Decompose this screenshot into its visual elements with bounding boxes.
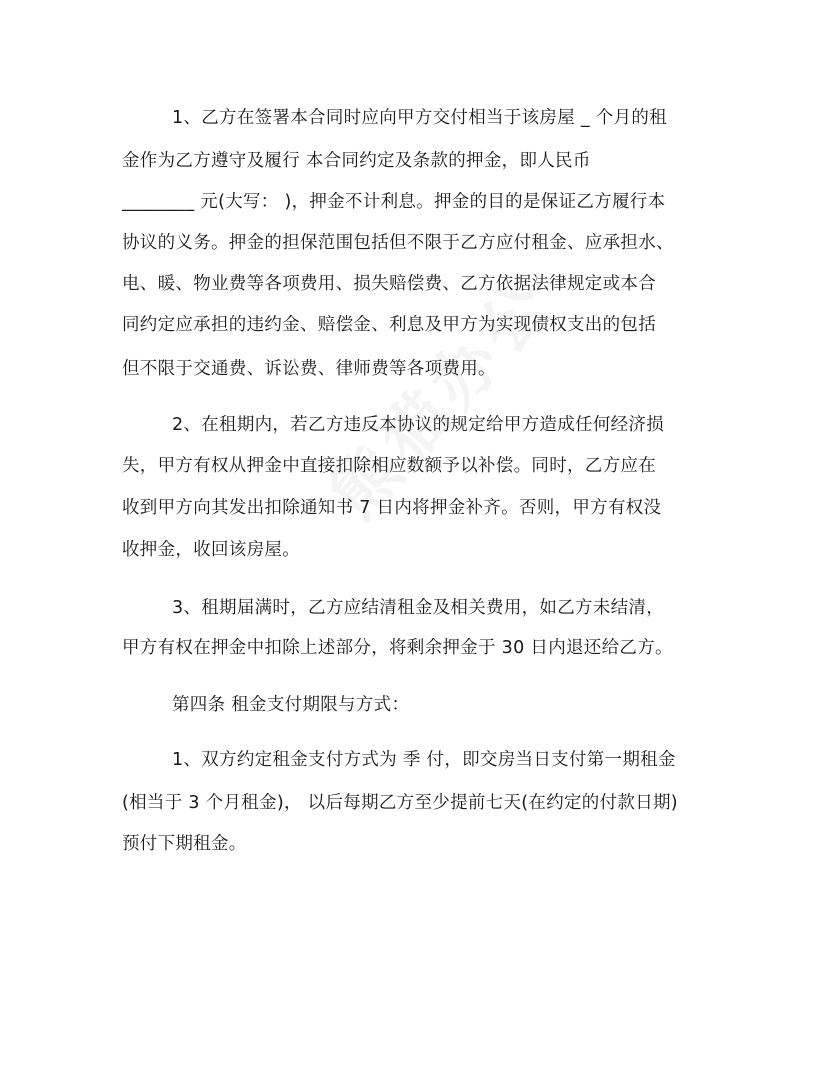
paragraph-line: 失，甲方有权从押金中直接扣除相应数额予以补偿。同时，乙方应在 <box>122 456 656 476</box>
paragraph-line: 预付下期租金。 <box>122 834 247 854</box>
paragraph-line: 收到甲方向其发出扣除通知书 7 日内将押金补齐。否则，甲方有权没 <box>122 498 662 518</box>
paragraph-line: 收押金，收回该房屋。 <box>122 540 300 560</box>
paragraph-line: 1、双方约定租金支付方式为 季 付，即交房当日支付第一期租金 <box>172 750 676 770</box>
paragraph-line: 电、暖、物业费等各项费用、损失赔偿费、乙方依据法律规定或本合 <box>122 274 656 294</box>
paragraph-line: 2、在租期内，若乙方违反本协议的规定给甲方造成任何经济损 <box>172 415 665 435</box>
paragraph-line: 协议的义务。押金的担保范围包括但不限于乙方应付租金、应承担水、 <box>122 233 674 253</box>
paragraph-line: ________ 元(大写： )，押金不计利息。押金的目的是保证乙方履行本 <box>122 192 666 212</box>
paragraph-line: 金作为乙方遵守及履行 本合同约定及条款的押金，即人民币 <box>122 151 591 171</box>
watermark-text <box>304 160 656 536</box>
paragraph-line: (相当于 3 个月租金)， 以后每期乙方至少提前七天(在约定的付款日期) <box>122 793 678 813</box>
paragraph-line: 但不限于交通费、诉讼费、律师费等各项费用。 <box>122 359 496 379</box>
paragraph-line: 甲方有权在押金中扣除上述部分，将剩余押金于 30 日内退还给乙方。 <box>122 638 673 658</box>
section-heading: 第四条 租金支付期限与方式： <box>172 695 410 715</box>
paragraph-line: 同约定应承担的违约金、赔偿金、利息及甲方为实现债权支出的包括 <box>122 315 656 335</box>
paragraph-line: 1、乙方在签署本合同时应向甲方交付相当于该房屋 _ 个月的租 <box>172 108 668 128</box>
paragraph-line: 3、租期届满时，乙方应结清租金及相关费用，如乙方未结清， <box>172 598 665 618</box>
